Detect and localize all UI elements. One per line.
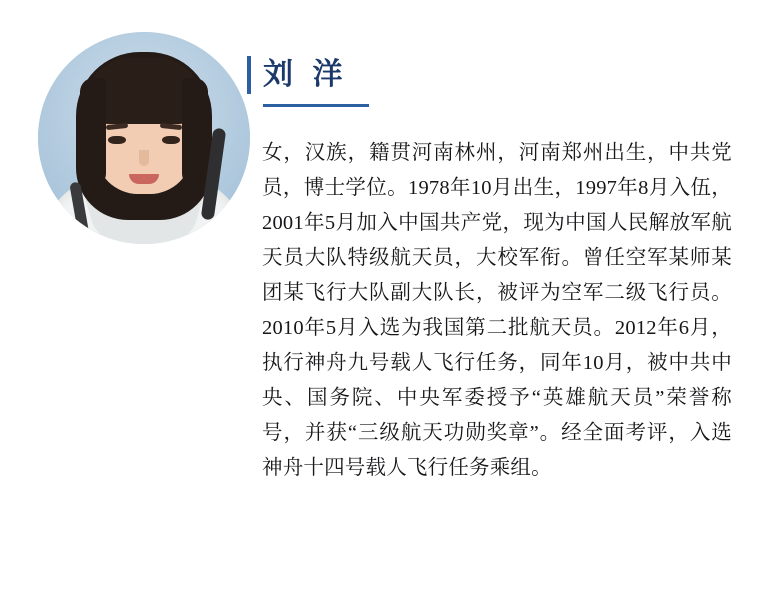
portrait-eye-right — [162, 136, 180, 144]
name-heading-block — [255, 60, 715, 107]
astronaut-portrait — [38, 32, 250, 244]
portrait-hair-left — [80, 78, 106, 186]
name-underline — [263, 104, 369, 107]
portrait-frame — [38, 32, 250, 244]
name-accent-bar — [247, 56, 251, 94]
person-name: 刘 洋 — [263, 58, 349, 91]
biography-text: 女，汉族，籍贯河南林州，河南郑州出生，中共党员，博士学位。1978年10月出生，1997年8月入伍，2001年5月加入中国共产党，现为中国人民解放军航天员大队特级航天员，大校军衔。曾任空军某师某团某飞行大队副大队长，被评为空军二级飞行员。2010年5月入选为我国第二批航天员。2012年6月，执行神舟九号载人飞行任务，同年10月，被中共中央、国务院、中央军委授予“英雄航天员”荣誉称号，并获“三级航天功勋奖章”。经全面考评，入选神舟十四号载人飞行任务乘组。 — [262, 142, 732, 479]
portrait-eye-left — [108, 136, 126, 144]
portrait-hair-right — [182, 78, 208, 186]
portrait-nose — [139, 150, 149, 166]
